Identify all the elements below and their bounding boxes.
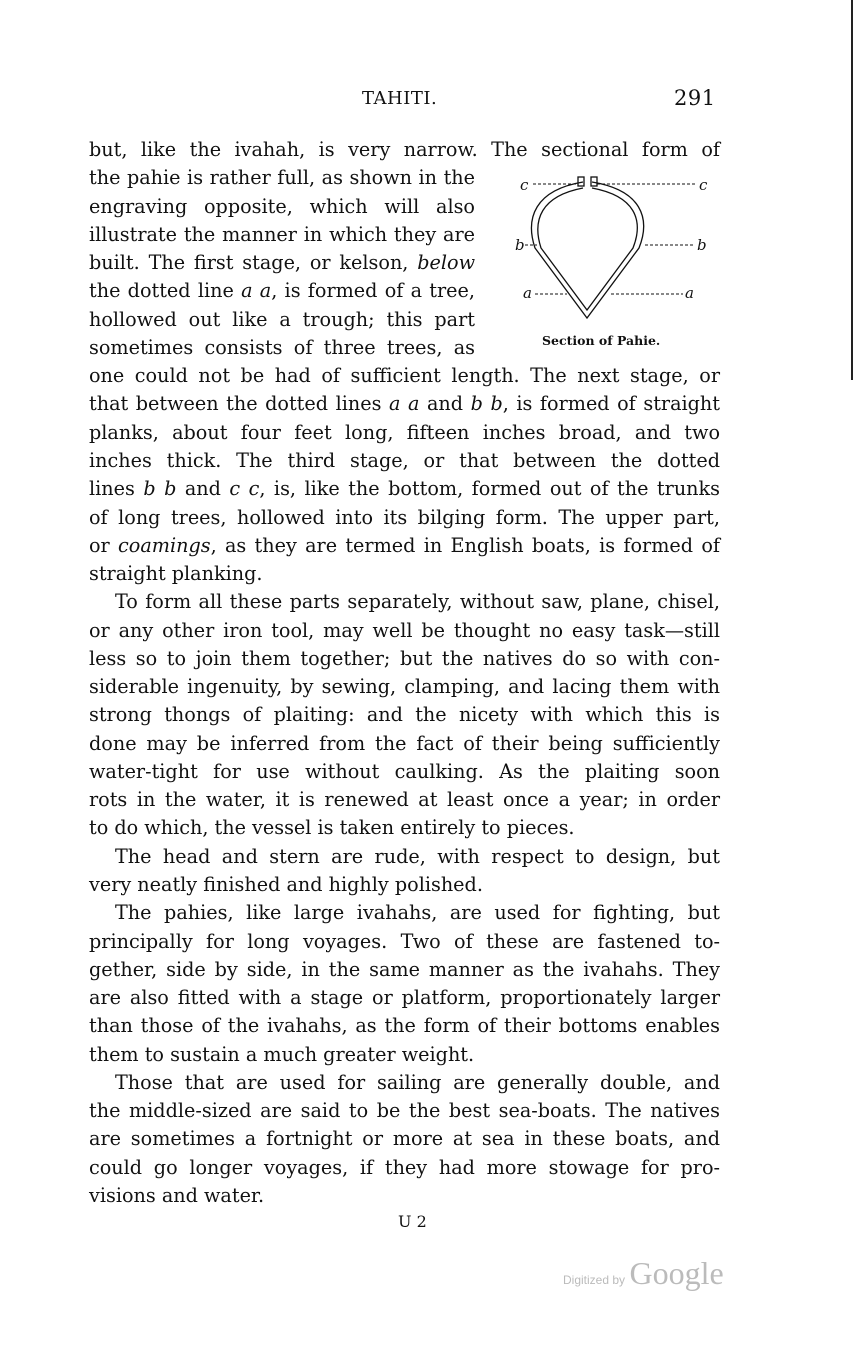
text-segment: strong thongs of plaiting: and the nicety with which this is bbox=[89, 703, 720, 727]
text-line bbox=[89, 758, 720, 786]
text-line bbox=[89, 1125, 720, 1153]
text-segment: , as they are termed in English boats, is formed of bbox=[210, 533, 720, 557]
text-segment: and bbox=[419, 392, 471, 416]
text-segment: are sometimes a fortnight or more at sea in these boats, and bbox=[89, 1127, 720, 1151]
text-segment: The pahies, like large ivahahs, are used for fighting, but bbox=[115, 901, 720, 925]
running-title: TAHITI. bbox=[362, 88, 438, 109]
text-line bbox=[89, 786, 720, 814]
text-segment: straight planking. bbox=[89, 562, 263, 586]
text-line bbox=[89, 560, 720, 588]
text-segment: the pahie is rather full, as shown in the bbox=[89, 166, 475, 190]
italic-text: b b bbox=[143, 477, 177, 501]
text-line bbox=[89, 136, 720, 164]
text-line bbox=[115, 899, 720, 927]
text-segment: sometimes consists of three trees, as bbox=[89, 335, 475, 359]
text-line bbox=[89, 193, 475, 221]
figure-caption: Section of Pahie. bbox=[542, 333, 661, 348]
text-line bbox=[89, 871, 720, 899]
text-line bbox=[89, 1097, 720, 1125]
text-segment: To form all these parts separately, without saw, plane, chisel, bbox=[115, 590, 720, 614]
text-line bbox=[89, 447, 720, 475]
text-segment: could go longer voyages, if they had more stowage for pro- bbox=[89, 1155, 720, 1179]
text-line bbox=[89, 730, 720, 758]
text-line bbox=[89, 984, 720, 1012]
page-edge bbox=[851, 0, 853, 380]
text-segment: , is formed of a tree, bbox=[271, 279, 475, 303]
text-line bbox=[89, 956, 720, 984]
text-segment: and bbox=[176, 477, 230, 501]
text-segment: gether, side by side, in the same manner as the ivahahs. They bbox=[89, 957, 720, 981]
text-segment: than those of the ivahahs, as the form of their bottoms enables bbox=[89, 1014, 720, 1038]
text-segment: water-tight for use without caulking. As the plaiting soon bbox=[89, 759, 720, 783]
page-number: 291 bbox=[674, 86, 716, 110]
text-segment: built. The first stage, or kelson, bbox=[89, 251, 418, 275]
text-line bbox=[89, 164, 475, 192]
text-line bbox=[89, 419, 720, 447]
text-line bbox=[89, 475, 720, 503]
text-line bbox=[89, 504, 720, 532]
text-segment: The head and stern are rude, with respect to design, but bbox=[115, 844, 720, 868]
text-segment: done may be inferred from the fact of their being sufficiently bbox=[89, 731, 720, 755]
text-segment: one could not be had of sufficient length. The next stage, or bbox=[89, 364, 720, 388]
text-line bbox=[89, 1154, 720, 1182]
watermark-prefix: Digitized by bbox=[563, 1273, 626, 1287]
text-line bbox=[89, 334, 475, 362]
label-b-left: b bbox=[515, 236, 525, 254]
signature-mark: U 2 bbox=[398, 1212, 427, 1231]
text-line bbox=[89, 362, 720, 390]
text-line bbox=[89, 306, 475, 334]
text-line bbox=[89, 1012, 720, 1040]
text-line bbox=[115, 1069, 720, 1097]
text-line bbox=[89, 532, 720, 560]
label-b-right: b bbox=[697, 236, 707, 254]
text-segment: lines bbox=[89, 477, 144, 501]
italic-text: a a bbox=[241, 279, 272, 303]
text-segment: rots in the water, it is renewed at least once a year; in order bbox=[89, 788, 720, 812]
text-line bbox=[89, 1041, 720, 1069]
text-line bbox=[115, 843, 720, 871]
italic-text: b b bbox=[470, 392, 503, 416]
text-segment: engraving opposite, which will also bbox=[89, 194, 475, 218]
text-line bbox=[89, 277, 475, 305]
text-segment: inches thick. The third stage, or that between the dotted bbox=[89, 448, 720, 472]
text-segment: are also fitted with a stage or platform, proportionately larger bbox=[89, 986, 720, 1010]
text-line bbox=[89, 249, 475, 277]
text-line bbox=[89, 645, 720, 673]
text-segment: principally for long voyages. Two of these are fastened to- bbox=[89, 929, 720, 953]
watermark-brand: Google bbox=[629, 1255, 724, 1291]
text-segment: , is, like the bottom, formed out of the trunks bbox=[259, 477, 721, 501]
text-segment: the middle-sized are said to be the best sea-boats. The natives bbox=[89, 1099, 720, 1123]
text-segment: very neatly finished and highly polished. bbox=[89, 873, 483, 897]
text-line bbox=[115, 588, 720, 616]
text-segment: planks, about four feet long, fifteen inches broad, and two bbox=[89, 420, 720, 444]
text-segment: visions and water. bbox=[89, 1183, 265, 1207]
text-segment: or any other iron tool, may well be thought no easy task—still bbox=[89, 618, 720, 642]
italic-text: coamings bbox=[118, 533, 211, 557]
text-segment: or bbox=[89, 533, 119, 557]
digitized-watermark bbox=[563, 1255, 724, 1292]
label-a-right: a bbox=[685, 284, 694, 302]
text-line bbox=[89, 928, 720, 956]
text-segment: Those that are used for sailing are generally double, and bbox=[115, 1070, 720, 1094]
text-segment: to do which, the vessel is taken entirely to pieces. bbox=[89, 816, 575, 840]
text-line bbox=[89, 814, 720, 842]
italic-text: c c bbox=[229, 477, 260, 501]
text-segment: that between the dotted lines bbox=[89, 392, 389, 416]
label-c-left: c bbox=[520, 176, 529, 194]
section-of-pahie-figure bbox=[505, 168, 725, 328]
italic-text: below bbox=[417, 251, 475, 275]
italic-text: a a bbox=[388, 392, 420, 416]
text-segment: siderable ingenuity, by sewing, clamping, and lacing them with bbox=[89, 675, 720, 699]
text-line bbox=[89, 221, 475, 249]
text-segment: less so to join them together; but the natives do so with con- bbox=[89, 646, 720, 670]
text-line bbox=[89, 673, 720, 701]
text-segment: of long trees, hollowed into its bilging form. The upper part, bbox=[89, 505, 720, 529]
label-c-right: c bbox=[699, 176, 708, 194]
text-segment: but, like the ivahah, is very narrow. The sectional form of bbox=[89, 138, 720, 161]
text-segment: them to sustain a much greater weight. bbox=[89, 1042, 475, 1066]
label-a-left: a bbox=[523, 284, 532, 302]
text-line bbox=[89, 390, 720, 418]
text-segment: , is formed of straight bbox=[502, 392, 720, 416]
text-line bbox=[89, 701, 720, 729]
text-segment: the dotted line bbox=[89, 279, 242, 303]
text-segment: hollowed out like a trough; this part bbox=[89, 307, 475, 331]
text-line bbox=[89, 1182, 720, 1210]
text-segment: illustrate the manner in which they are bbox=[89, 222, 475, 246]
text-line bbox=[89, 617, 720, 645]
